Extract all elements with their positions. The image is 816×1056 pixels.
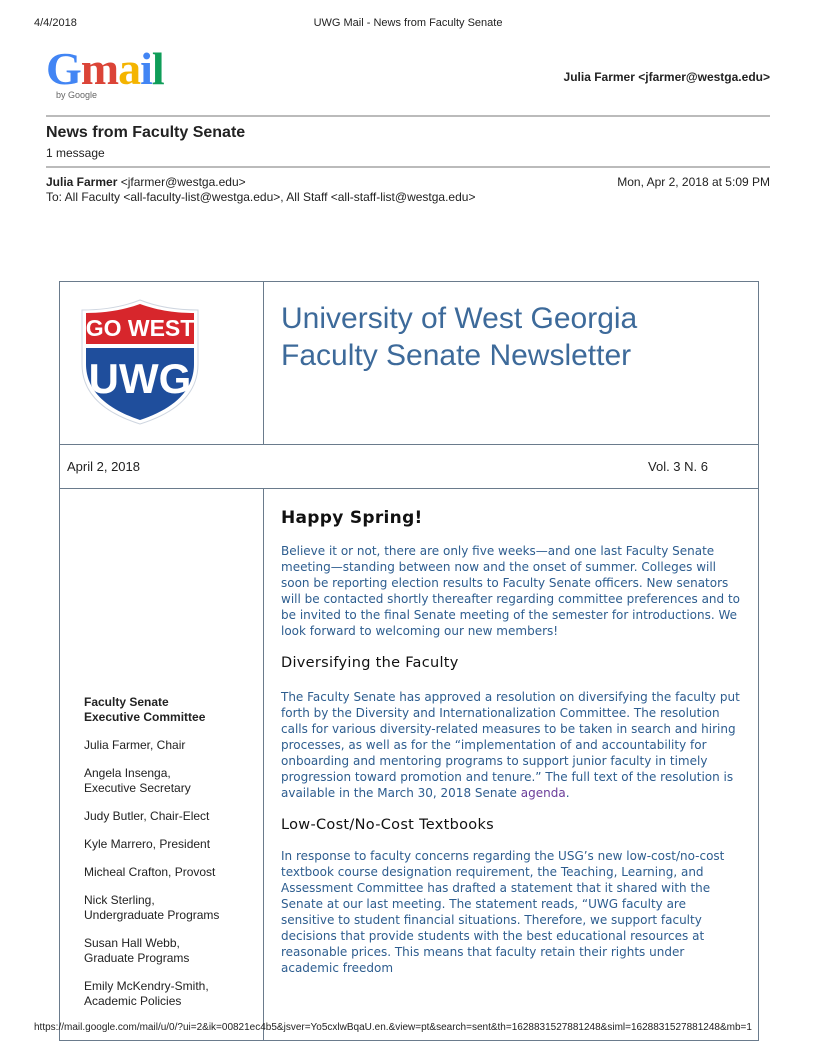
divider-message	[46, 166, 770, 168]
issue-volume: Vol. 3 N. 6	[648, 459, 708, 474]
newsletter-title	[281, 300, 751, 374]
thread-subject: News from Faculty Senate	[46, 124, 246, 141]
gmail-wordmark: Gmail	[46, 43, 164, 94]
print-header	[34, 17, 782, 33]
section-body-textbooks: In response to faculty concerns regarding the USG’s new low-cost/no-cost textbook course designation requirement, the Teaching, Learning, and Assessment Committee has drafted a statement that it shared with the Senate at our last meeting. The statement reads, “UWG faculty are sensitive to student financial situations. Therefore, we support faculty decisions that provide students with the best educational resources at reasonable prices. This means that faculty retain their rights under academic freedom	[281, 849, 725, 975]
member-role: Academic Policies	[84, 994, 182, 1008]
gmail-logo[interactable]	[46, 43, 176, 106]
member-name: Nick Sterling,	[84, 893, 155, 907]
divider	[60, 444, 758, 445]
sidebar-heading	[84, 695, 254, 725]
section-body-diversity	[281, 689, 741, 801]
committee-member	[84, 738, 254, 753]
section-heading-textbooks: Low-Cost/No-Cost Textbooks	[281, 817, 494, 833]
account-label: Julia Farmer <jfarmer@westga.edu>	[563, 70, 770, 84]
sidebar-heading-line1: Faculty Senate	[84, 695, 169, 709]
message-date: Mon, Apr 2, 2018 at 5:09 PM	[617, 175, 770, 189]
section-heading-diversity: Diversifying the Faculty	[281, 655, 459, 671]
divider	[263, 488, 264, 1040]
print-footer-url: https://mail.google.com/mail/u/0/?ui=2&ik=00821ec4b5&jsver=Yo5cxlwBqaU.en.&view=pt&search=sent&th=1628831527881248&siml=1628831527881248&mb=1	[34, 1022, 752, 1033]
member-name: Emily McKendry-Smith,	[84, 979, 209, 993]
divider-top	[46, 115, 770, 117]
diversity-text: The Faculty Senate has approved a resolution on diversifying the faculty put forth by the Diversity and Internationalization Committee. The resolution calls for various diversity-related measures to be taken in search and hiring processes, as well as for the “implementation of and accountability for onboarding and mentoring programs to support junior faculty in timely progression toward promotion and tenure.” The full text of the resolution is available in the March 30, 2018 Senate	[281, 690, 740, 800]
newsletter-title-line1: University of West Georgia	[281, 302, 638, 335]
issue-date: April 2, 2018	[67, 459, 140, 474]
committee-member	[84, 837, 254, 852]
committee-member	[84, 893, 254, 923]
committee-member	[84, 936, 254, 966]
print-title: UWG Mail - News from Faculty Senate	[313, 17, 503, 29]
print-date: 4/4/2018	[34, 17, 77, 29]
member-role: Graduate Programs	[84, 951, 190, 965]
section-body-spring: Believe it or not, there are only five weeks—and one last Faculty Senate meeting—standing between now and the onset of summer. Colleges will soon be reporting election results to Faculty Senate officers. New senators will be contacted shortly thereafter regarding committee preferences and to be invited to the final Senate meeting of the semester for introductions. We look forward to welcoming our new members!	[281, 544, 740, 638]
section-heading-spring: Happy Spring!	[281, 508, 423, 528]
uwg-shield-logo	[80, 298, 200, 426]
agenda-link[interactable]: agenda	[520, 786, 566, 800]
newsletter	[59, 281, 759, 1041]
gmail-by-google: by Google	[56, 90, 98, 100]
shield-main-text: UWG	[88, 355, 192, 402]
member-name: Micheal Crafton, Provost	[84, 865, 216, 879]
committee-member	[84, 979, 254, 1009]
newsletter-title-line2: Faculty Senate Newsletter	[281, 339, 632, 372]
member-name: Susan Hall Webb,	[84, 936, 180, 950]
committee-member	[84, 766, 254, 796]
member-name: Kyle Marrero, President	[84, 837, 211, 851]
sidebar-heading-line2: Executive Committee	[84, 710, 206, 724]
sender-email: <jfarmer@westga.edu>	[120, 175, 246, 189]
sender-name: Julia Farmer	[46, 175, 118, 189]
committee-member	[84, 809, 254, 824]
newsletter-content	[281, 508, 741, 976]
divider	[263, 282, 264, 444]
committee-member	[84, 865, 254, 880]
diversity-end: .	[565, 786, 570, 800]
member-name: Angela Insenga,	[84, 766, 171, 780]
executive-committee-sidebar	[84, 695, 254, 1022]
recipients: To: All Faculty <all-faculty-list@westga.edu>, All Staff <all-staff-list@westga.edu>	[46, 190, 476, 204]
member-name: Judy Butler, Chair-Elect	[84, 809, 210, 823]
shield-top-text: GO WEST	[85, 315, 195, 341]
divider	[60, 488, 758, 489]
sender	[46, 175, 246, 189]
member-name: Julia Farmer, Chair	[84, 738, 186, 752]
member-role: Undergraduate Programs	[84, 908, 220, 922]
member-role: Executive Secretary	[84, 781, 191, 795]
message-count: 1 message	[46, 146, 105, 160]
